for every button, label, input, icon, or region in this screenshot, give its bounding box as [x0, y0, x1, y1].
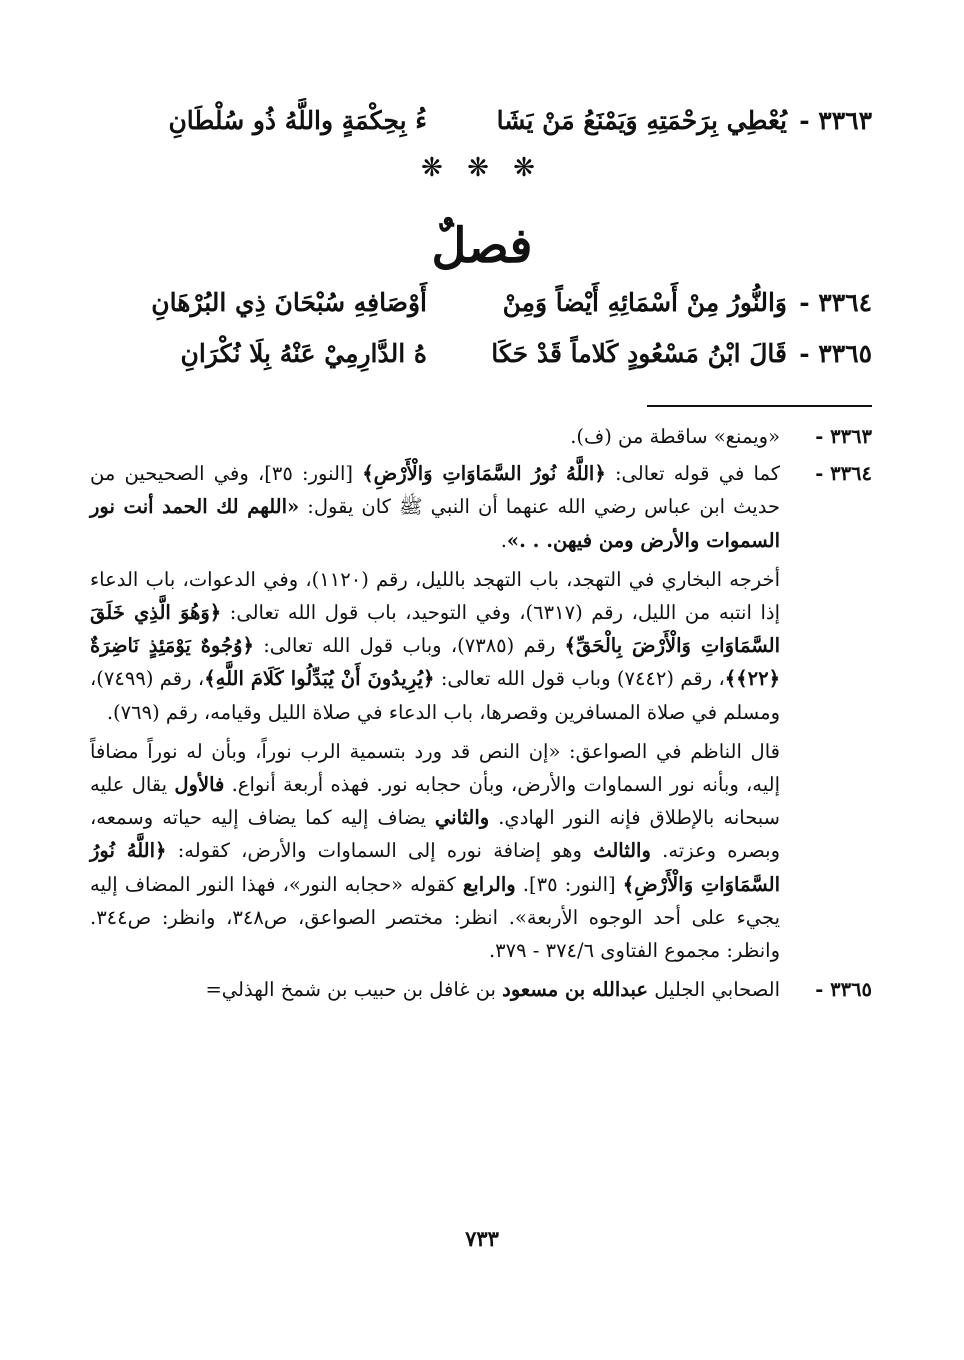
verse-second-hemistich: أَوْصَافِهِ سُبْحَانَ ذِي البُرْهَانِ [151, 287, 427, 317]
verse-number: ٣٣٦٤ - [799, 287, 872, 317]
hadith-quote: «اللهم لك الحمد أنت نور السموات والأرض ومن فيهن. . .» [90, 495, 780, 552]
verse-first-hemistich: يُعْطِي بِرَحْمَتِهِ وَيَمْنَعُ مَنْ يَشَا [496, 105, 787, 135]
verse-first-hemistich: قَالَ ابْنُ مَسْعُودٍ كَلاماً قَدْ حَكَا [491, 338, 787, 368]
page-number: ٧٣٣ [465, 1226, 499, 1251]
quran-quote: ﴿يُرِيدُونَ أَنْ يُبَدِّلُوا كَلَامَ اللَّهِ﴾ [204, 667, 435, 691]
quran-quote: ﴿وَهُوَ الَّذِي خَلَقَ السَّمَاوَاتِ وَالْأَرْضَ بِالْحَقِّ﴾ [90, 601, 780, 658]
footnote-3364 [90, 457, 872, 557]
verse-number: ٣٣٦٣ - [799, 105, 872, 135]
verse-line-3363 [92, 100, 872, 140]
footnote-text: كما في قوله تعالى: ﴿اللَّهُ نُورُ السَّمَاوَاتِ وَالْأَرْضِ﴾ [النور: ٣٥]، وفي الصحيحين من حديث ابن عباس رضي الله عنهما أن النبي ﷺ كان يقول: «اللهم لك الحمد أنت نور السموات والأرض ومن فيهن. . .». [90, 462, 781, 552]
verse-second-hemistich: هُ الدَّارِمِيْ عَنْهُ بِلَا نُكْرَانِ [180, 338, 427, 368]
verse-number: ٣٣٦٥ - [799, 338, 872, 368]
ornament-separator: ❋ ❋ ❋ [421, 153, 543, 183]
section-heading: فصلٌ [431, 218, 533, 274]
footnote-3364-commentary: قال الناظم في الصواعق: «إن النص قد ورد بتسمية الرب نوراً، وبأن له نوراً مضافاً إليه، وبأنه نور السماوات والأرض، وبأن حجابه نور. فهذه أربعة أنواع. فالأول يقال عليه سبحانه بالإطلاق فإنه النور الهادي. والثاني يضاف إليه كما يضاف إليه حياته وسمعه، وبصره وعزته. والثالث وهو إضافة نوره إلى السماوات والأرض، كقوله: ﴿اللَّهُ نُورُ السَّمَاوَاتِ وَالْأَرْضِ﴾ [النور: ٣٥]. والرابع كقوله «حجابه النور»، فهذا النور المضاف إليه يجيء على أحد الوجوه الأربعة». انظر: مختصر الصواعق، ص٣٤٨، وانظر: ص٣٤٤. وانظر: مجموع الفتاوى ٣٧٤/٦ - ٣٧٩. [90, 739, 781, 963]
verse-line-3364 [92, 282, 872, 322]
footnote-divider [647, 405, 872, 407]
quran-quote: ﴿وُجُوهٌ يَوْمَئِذٍ نَاضِرَةٌ ﴿٢٢﴾﴾ [90, 634, 780, 691]
footnote-text: الصحابي الجليل عبدالله بن مسعود بن غافل بن حبيب بن شمخ الهذلي= [205, 978, 780, 1002]
verse-first-hemistich: وَالنُّورُ مِنْ أَسْمَائِهِ أَيْضاً وَمِنْ [502, 287, 787, 317]
footnote-3364-references: أخرجه البخاري في التهجد، باب التهجد بالليل، رقم (١١٢٠)، وفي الدعوات، باب الدعاء إذا انتبه من الليل، رقم (٦٣١٧)، وفي التوحيد، باب قول الله تعالى: ﴿وَهُوَ الَّذِي خَلَقَ السَّمَاوَاتِ وَالْأَرْضَ بِالْحَقِّ﴾ رقم (٧٣٨٥)، وباب قول الله تعالى: ﴿وُجُوهٌ يَوْمَئِذٍ نَاضِرَةٌ ﴿٢٢﴾﴾، رقم (٧٤٤٢) وباب قول الله تعالى: ﴿يُرِيدُونَ أَنْ يُبَدِّلُوا كَلَامَ اللَّهِ﴾، رقم (٧٤٩٩)، ومسلم في صلاة المسافرين وقصرها، باب الدعاء في صلاة الليل وقيامه، رقم (٧٦٩). [90, 567, 780, 724]
verse-second-hemistich: ءُ بِحِكْمَةٍ واللَّهُ ذُو سُلْطَانِ [168, 105, 427, 135]
quran-quote: ﴿اللَّهُ نُورُ السَّمَاوَاتِ وَالْأَرْضِ﴾ [90, 839, 780, 896]
quran-quote: ﴿اللَّهُ نُورُ السَّمَاوَاتِ وَالْأَرْضِ﴾ [362, 462, 606, 486]
verse-line-3365 [92, 333, 872, 373]
footnotes [90, 420, 872, 1006]
footnote-3365 [90, 973, 872, 1006]
footnote-number: ٣٣٦٥ - [815, 978, 872, 1002]
footnote-number: ٣٣٦٤ - [815, 462, 872, 486]
footnote-3363 [90, 420, 872, 453]
footnote-text: «ويمنع» ساقطة من (ف). [570, 425, 780, 448]
footnote-number: ٣٣٦٣ - [815, 425, 872, 448]
